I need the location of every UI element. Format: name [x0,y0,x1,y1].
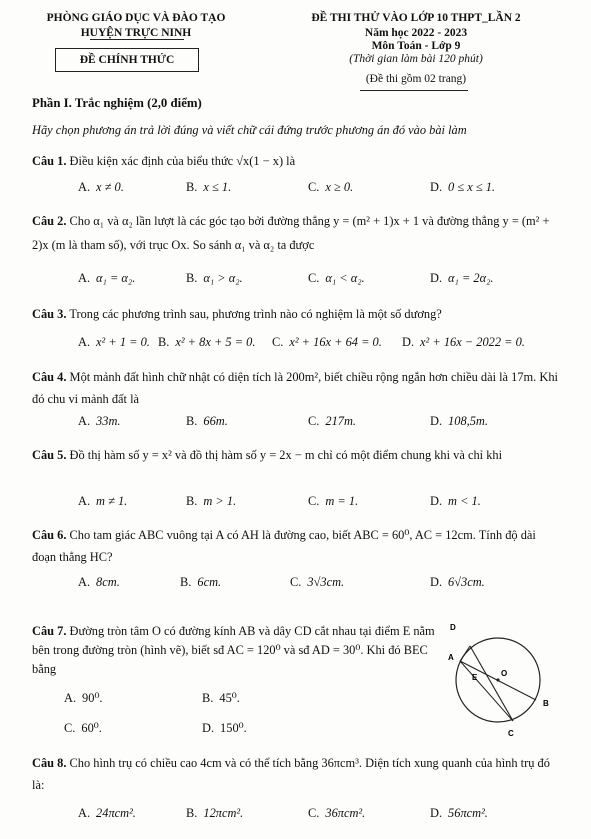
option-d[interactable]: D. 108,5m. [430,414,488,428]
option-d[interactable]: D. 150⁰. [202,721,247,735]
label-b: B [543,699,549,708]
options-4 [0,414,591,432]
option-b[interactable]: B. 12πcm². [186,806,244,820]
question-1 [32,152,562,171]
question-text: Một mảnh đất hình chữ nhật có diện tích là 200m², biết chiều rộng ngắn hơn chiều dài là 17m. Khi đó chu vi mảnh đất là [32,370,558,406]
question-label: Câu 4. [32,370,67,384]
district-name: HUYỆN TRỰC NINH [80,27,192,39]
question-7 [32,622,440,679]
official-label: ĐỀ CHÍNH THỨC [79,54,175,66]
question-text: Đường tròn tâm O có đường kính AB và dây CD cắt nhau tại điểm E nằm bên trong đường tròn (hình vẽ), biết sđ AC = 120⁰ và sđ AD = 30⁰. Khi đó BEC bằng [32,624,435,676]
label-a: A [448,653,454,662]
question-text: Cho hình trụ có chiều cao 4cm và có thể tích bằng 36πcm³. Diện tích xung quanh của hình trụ đó là: [32,756,550,792]
circle-figure [440,616,560,751]
question-label: Câu 5. [32,448,67,462]
chord-cd [470,646,513,721]
header-underline-right [360,90,468,91]
option-c[interactable]: C. x² + 16x + 64 = 0. [272,335,382,349]
option-a[interactable]: A. m ≠ 1. [78,494,128,508]
question-label: Câu 6. [32,528,67,542]
option-c[interactable]: C. x ≥ 0. [308,180,354,194]
question-text: Đồ thị hàm số y = x² và đồ thị hàm số y = 2x − m chỉ có một điểm chung khi và chỉ khi [69,448,503,462]
option-d[interactable]: D. α₁ = 2α₂. [430,271,494,285]
label-o: O [501,669,508,678]
option-b[interactable]: B. m > 1. [186,494,237,508]
option-b[interactable]: B. 66m. [186,414,228,428]
header-underline-left [90,39,184,40]
option-a[interactable]: A. 8cm. [78,575,120,589]
question-text: Trong các phương trình sau, phương trình nào có nghiệm là một số dương? [69,307,442,321]
option-b[interactable]: B. 45⁰. [202,691,240,705]
options-8 [0,806,591,824]
option-c[interactable]: C. α₁ < α₂. [308,271,365,285]
option-a[interactable]: A. x² + 1 = 0. [78,335,150,349]
option-b[interactable]: B. x ≤ 1. [186,180,232,194]
option-c[interactable]: C. m = 1. [308,494,359,508]
options-3 [0,335,591,353]
option-b[interactable]: B. 6cm. [180,575,222,589]
option-c[interactable]: C. 3√3cm. [290,575,345,589]
center-point [496,678,499,681]
school-year: Năm học 2022 - 2023 [364,27,468,39]
question-text: Cho tam giác ABC vuông tại A có AH là đường cao, biết ABC = 60⁰, AC = 12cm. Tính độ dài đoạn thẳng HC? [32,528,536,564]
option-d[interactable]: D. 56πcm². [430,806,488,820]
part1-instruction: Hãy chọn phương án trả lời đúng và viết chữ cái đứng trước phương án đó vào bài làm [32,123,467,137]
option-a[interactable]: A. 90⁰. [64,691,103,705]
option-c[interactable]: C. 217m. [308,414,357,428]
option-d[interactable]: D. 0 ≤ x ≤ 1. [430,180,496,194]
options-1 [0,180,591,198]
question-6 [32,524,562,568]
option-c[interactable]: C. 60⁰. [64,721,102,735]
question-label: Câu 8. [32,756,67,770]
question-label: Câu 2. [32,214,67,228]
question-3 [32,305,562,324]
option-b[interactable]: B. x² + 8x + 5 = 0. [158,335,256,349]
question-2 [32,209,562,257]
option-b[interactable]: B. α₁ > α₂. [186,271,243,285]
question-5 [32,444,562,466]
question-label: Câu 1. [32,154,67,168]
option-d[interactable]: D. m < 1. [430,494,481,508]
department-name: PHÒNG GIÁO DỤC VÀ ĐÀO TẠO [46,12,226,24]
label-c: C [508,729,514,738]
option-d[interactable]: D. x² + 16x − 2022 = 0. [402,335,525,349]
label-d: D [450,623,456,632]
option-a[interactable]: A. 33m. [78,414,121,428]
part1-title: Phần I. Trắc nghiệm (2,0 điểm) [32,96,202,110]
page-count: (Đề thi gồm 02 trang) [365,73,467,85]
question-label: Câu 3. [32,307,67,321]
option-c[interactable]: C. 36πcm². [308,806,366,820]
question-text: Cho α₁ và α₂ lần lượt là các góc tạo bởi đường thẳng y = (m² + 1)x + 1 và đường thẳng y = (m² + 2)x (m là tham số), với trục Ox. So sánh α₁ và α₂ ta được [32,214,550,252]
question-4 [32,366,562,410]
option-d[interactable]: D. 6√3cm. [430,575,485,589]
question-label: Câu 7. [32,624,67,638]
duration: (Thời gian làm bài 120 phút) [349,53,483,65]
options-2 [0,271,591,289]
question-8 [32,752,562,796]
option-a[interactable]: A. x ≠ 0. [78,180,124,194]
exam-title: ĐỀ THI THỬ VÀO LỚP 10 THPT_LẦN 2 [311,12,521,24]
subject: Môn Toán - Lớp 9 [371,40,461,52]
options-6 [0,575,591,593]
segment-ad [460,646,470,661]
options-5 [0,494,591,512]
option-a[interactable]: A. α₁ = α₂. [78,271,136,285]
option-a[interactable]: A. 24πcm². [78,806,136,820]
label-e: E [472,673,478,682]
question-text: Điều kiện xác định của biểu thức √x(1 − x) là [69,154,296,168]
